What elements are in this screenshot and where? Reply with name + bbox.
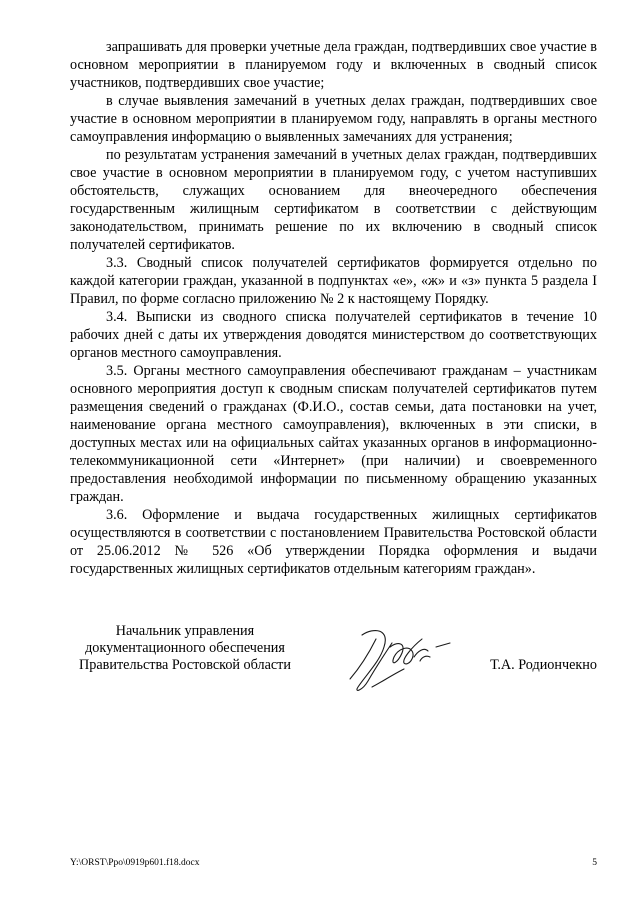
signatory-title	[70, 623, 300, 674]
handwritten-signature	[332, 617, 462, 707]
page-number: 5	[592, 858, 597, 868]
document-body	[70, 38, 597, 578]
page-footer	[70, 856, 597, 870]
paragraph-3-3: 3.3. Сводный список получателей сертификатов формируется отдельно по каждой категории граждан, указанной в подпунктах «е», «ж» и «з» пункта 5 раздела I Правил, по форме согласно приложению № 2 к настоящему Порядку.	[70, 255, 597, 307]
paragraph-3-5: 3.5. Органы местного самоуправления обеспечивают гражданам – участникам основного мероприятия доступ к сводным спискам получателей сертификатов путем размещения сведений о гражданах (Ф.И.О., состав семьи, дата постановки на учет, наименование органа местного самоуправления), включенных в эти списки, в доступных местах или на официальных сайтах указанных органов в информационно-телекоммуникационной сети «Интернет» (при наличии) и своевременного предоставления необходимой информации по письменному обращению указанных граждан.	[70, 363, 597, 505]
signature-block	[70, 623, 597, 723]
signatory-name: Т.А. Родиончекно	[490, 657, 597, 673]
paragraph-3-4: 3.4. Выписки из сводного списка получателей сертификатов в течение 10 рабочих дней с даты их утверждения доводятся министерством до соответствующих органов местного самоуправления.	[70, 309, 597, 361]
signatory-title-line: документационного обеспечения	[85, 640, 285, 656]
file-path: Y:\ORST\Ppo\0919p601.f18.docx	[70, 858, 200, 868]
signatory-title-line: Правительства Ростовской области	[79, 657, 291, 673]
paragraph-3-6: 3.6. Оформление и выдача государственных жилищных сертификатов осуществляются в соответствии с постановлением Правительства Ростовской области от 25.06.2012 № 526 «Об утверждении Порядка оформления и выдачи государственных жилищных сертификатов отдельным категориям граждан».	[70, 507, 597, 577]
paragraph-request-records: запрашивать для проверки учетные дела граждан, подтвердивших свое участие в основном мероприятии в планируемом году и включенных в сводный список участников, подтвердивших свое участие;	[70, 39, 597, 91]
signatory-title-line: Начальник управления	[115, 623, 255, 639]
paragraph-remarks-resolved: по результатам устранения замечаний в учетных делах граждан, подтвердивших свое участие в основном мероприятии в планируемом году, с учетом наступивших обстоятельств, служащих основанием для внеочередного обеспечения государственным жилищным сертификатом в соответствии с действующим законодательством, принимать решение по их включению в сводный список получателей сертификатов.	[70, 147, 597, 253]
paragraph-remarks-found: в случае выявления замечаний в учетных делах граждан, подтвердивших свое участие в основном мероприятии в планируемом году, направлять в органы местного самоуправления информацию о выявленных замечаниях для устранения;	[70, 93, 597, 145]
